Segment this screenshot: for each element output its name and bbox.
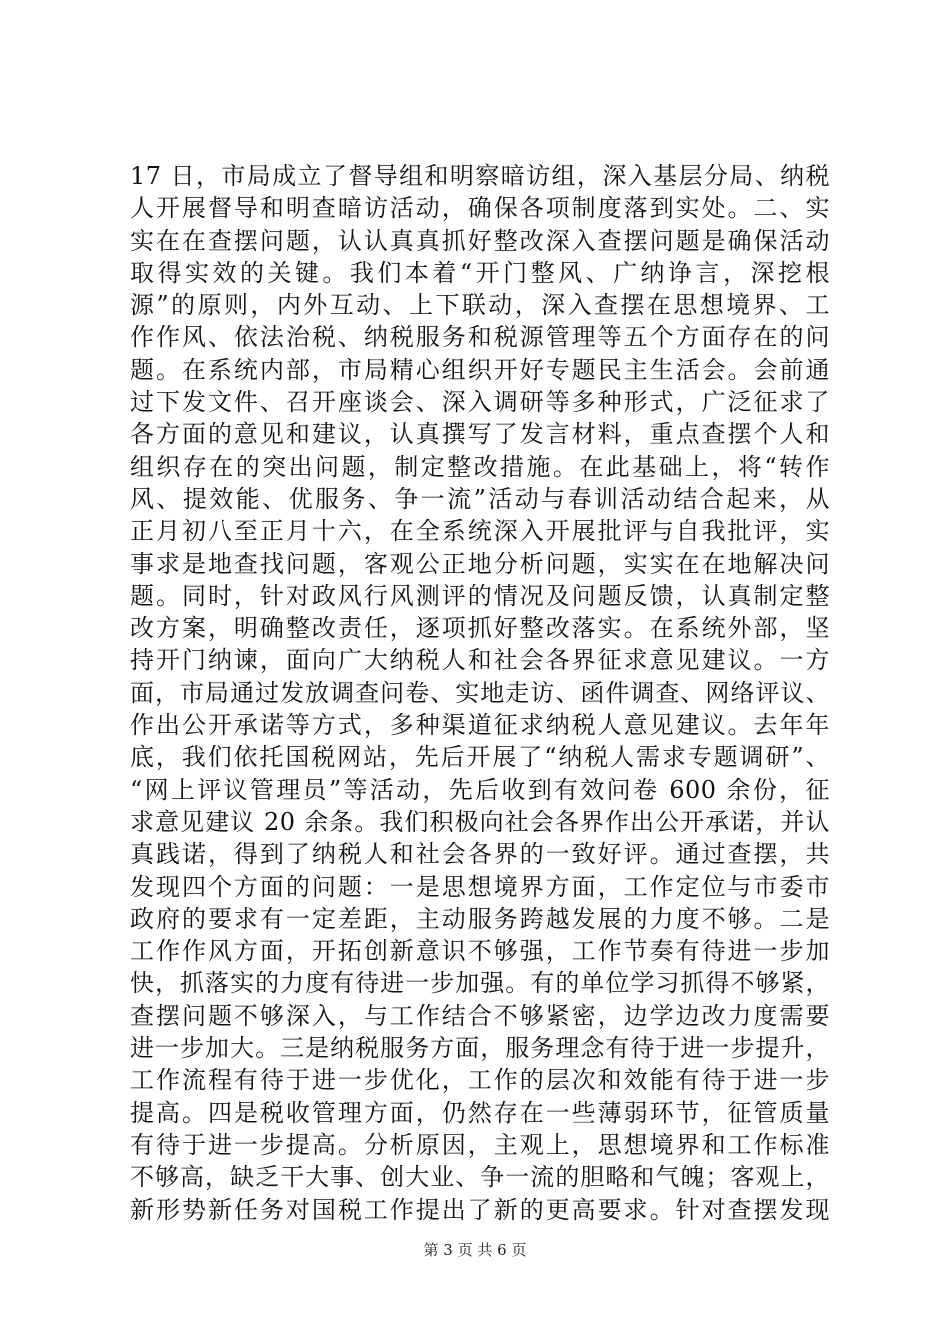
text-line: 各方面的意见和建议，认真撰写了发言材料，重点查摆个人和 — [130, 420, 830, 449]
text-line: 不够高，缺乏干大事、创大业、争一流的胆略和气魄；客观上， — [130, 1163, 830, 1192]
text-line: 事求是地查找问题，客观公正地分析问题，实实在在地解决问 — [130, 549, 830, 578]
text-line: “网上评议管理员”等活动，先后收到有效问卷 600 余份，征 — [130, 775, 830, 804]
text-line: 17 日，市局成立了督导组和明察暗访组，深入基层分局、纳税 — [130, 162, 830, 190]
text-line: 正月初八至正月十六，在全系统深入开展批评与自我批评，实 — [130, 517, 830, 546]
text-line: 面，市局通过发放调查问卷、实地走访、函件调查、网络评议、 — [130, 678, 830, 707]
text-line: 持开门纳谏，面向广大纳税人和社会各界征求意见建议。一方 — [130, 646, 830, 675]
text-line: 发现四个方面的问题：一是思想境界方面，工作定位与市委市 — [130, 872, 830, 901]
text-line: 进一步加大。三是纳税服务方面，服务理念有待于进一步提升， — [130, 1034, 830, 1063]
text-line: 提高。四是税收管理方面，仍然存在一些薄弱环节，征管质量 — [130, 1098, 830, 1127]
text-line: 题。同时，针对政风行风测评的情况及问题反馈，认真制定整 — [130, 581, 830, 610]
text-line: 组织存在的突出问题，制定整改措施。在此基础上，将“转作 — [130, 452, 830, 481]
text-line: 改方案，明确整改责任，逐项抓好整改落实。在系统外部，坚 — [130, 614, 830, 643]
text-line: 题。在系统内部，市局精心组织开好专题民主生活会。会前通 — [130, 355, 830, 384]
text-line: 查摆问题不够深入，与工作结合不够紧密，边学边改力度需要 — [130, 1001, 830, 1030]
text-line: 风、提效能、优服务、争一流”活动与春训活动结合起来，从 — [130, 484, 830, 513]
text-line: 作出公开承诺等方式，多种渠道征求纳税人意见建议。去年年 — [130, 711, 830, 740]
page-footer: 第 3 页 共 6 页 — [423, 1241, 527, 1259]
text-line: 过下发文件、召开座谈会、深入调研等多种形式，广泛征求了 — [130, 388, 830, 417]
text-line: 取得实效的关键。我们本着“开门整风、广纳诤言，深挖根 — [130, 258, 830, 287]
text-line: 快，抓落实的力度有待进一步加强。有的单位学习抓得不够紧， — [130, 969, 830, 998]
text-line: 求意见建议 20 余条。我们积极向社会各界作出公开承诺，并认 — [130, 807, 830, 836]
text-line: 底，我们依托国税网站，先后开展了“纳税人需求专题调研”、 — [130, 743, 830, 772]
body-text — [130, 160, 830, 1226]
text-line: 作作风、依法治税、纳税服务和税源管理等五个方面存在的问 — [130, 323, 830, 352]
text-line: 真践诺，得到了纳税人和社会各界的一致好评。通过查摆，共 — [130, 840, 830, 869]
text-line: 政府的要求有一定差距，主动服务跨越发展的力度不够。二是 — [130, 904, 830, 933]
text-line: 有待于进一步提高。分析原因，主观上，思想境界和工作标准 — [130, 1130, 830, 1159]
text-line: 新形势新任务对国税工作提出了新的更高要求。针对查摆发现 — [130, 1195, 830, 1224]
text-line: 工作作风方面，开拓创新意识不够强，工作节奏有待进一步加 — [130, 937, 830, 966]
text-line: 工作流程有待于进一步优化，工作的层次和效能有待于进一步 — [130, 1066, 830, 1095]
text-line: 实在在查摆问题，认认真真抓好整改深入查摆问题是确保活动 — [130, 226, 830, 255]
text-line: 源”的原则，内外互动、上下联动，深入查摆在思想境界、工 — [130, 291, 830, 320]
text-line: 人开展督导和明查暗访活动，确保各项制度落到实处。二、实 — [130, 194, 830, 223]
